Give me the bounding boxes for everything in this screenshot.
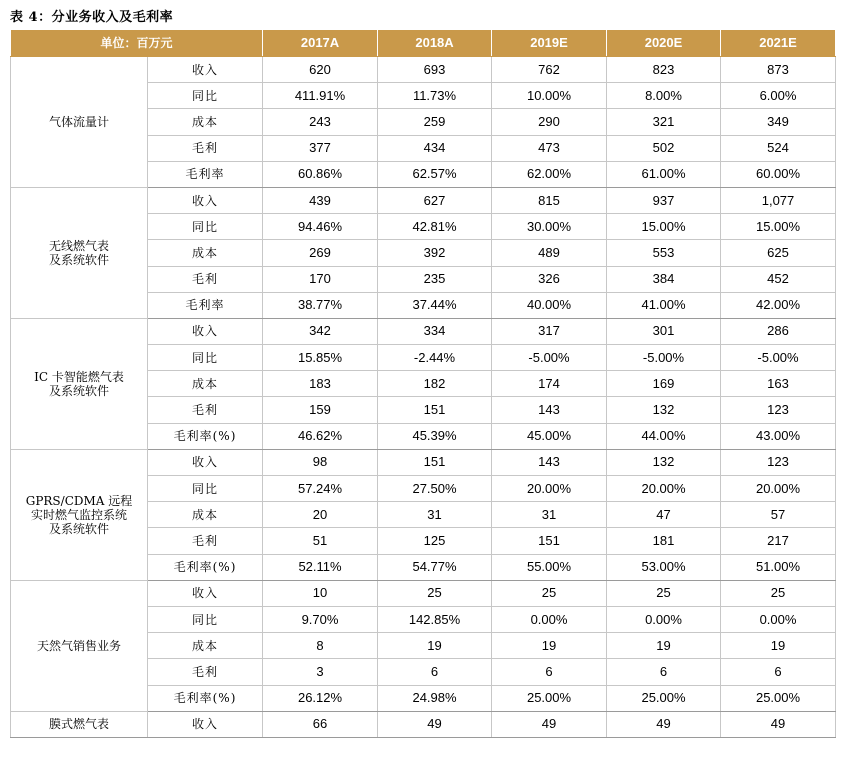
value-cell: 60.86% bbox=[263, 161, 378, 187]
metric-label: 同比 bbox=[148, 345, 263, 371]
value-cell: 15.85% bbox=[263, 345, 378, 371]
value-cell: 123 bbox=[721, 397, 836, 423]
value-cell: 326 bbox=[492, 266, 607, 292]
value-cell: 174 bbox=[492, 371, 607, 397]
value-cell: 873 bbox=[721, 57, 836, 83]
value-cell: 182 bbox=[378, 371, 492, 397]
year-header: 2017A bbox=[263, 30, 378, 57]
metric-label: 成本 bbox=[148, 371, 263, 397]
value-cell: 62.57% bbox=[378, 161, 492, 187]
value-cell: 502 bbox=[607, 135, 721, 161]
value-cell: 25.00% bbox=[607, 685, 721, 711]
value-cell: 20.00% bbox=[492, 476, 607, 502]
metric-label: 收入 bbox=[148, 318, 263, 344]
value-cell: 53.00% bbox=[607, 554, 721, 580]
value-cell: 42.00% bbox=[721, 292, 836, 318]
metric-label: 毛利 bbox=[148, 528, 263, 554]
value-cell: 19 bbox=[721, 633, 836, 659]
value-cell: 49 bbox=[721, 711, 836, 737]
value-cell: 24.98% bbox=[378, 685, 492, 711]
value-cell: 30.00% bbox=[492, 214, 607, 240]
value-cell: 6 bbox=[607, 659, 721, 685]
table-row bbox=[11, 318, 836, 344]
value-cell: 9.70% bbox=[263, 606, 378, 632]
value-cell: 349 bbox=[721, 109, 836, 135]
value-cell: 45.39% bbox=[378, 423, 492, 449]
value-cell: 6 bbox=[378, 659, 492, 685]
value-cell: 1,077 bbox=[721, 187, 836, 213]
value-cell: 61.00% bbox=[607, 161, 721, 187]
value-cell: 38.77% bbox=[263, 292, 378, 318]
metric-label: 毛利 bbox=[148, 266, 263, 292]
value-cell: 151 bbox=[378, 449, 492, 475]
segment-name-line: 天然气销售业务 bbox=[36, 638, 121, 653]
metric-label: 收入 bbox=[148, 580, 263, 606]
value-cell: 94.46% bbox=[263, 214, 378, 240]
value-cell: 46.62% bbox=[263, 423, 378, 449]
value-cell: 20.00% bbox=[721, 476, 836, 502]
value-cell: -5.00% bbox=[492, 345, 607, 371]
segment-name-line: 实时燃气监控系统 bbox=[30, 507, 127, 522]
metric-label: 毛利率(%) bbox=[148, 685, 263, 711]
value-cell: 55.00% bbox=[492, 554, 607, 580]
metric-label: 毛利 bbox=[148, 397, 263, 423]
metric-label: 成本 bbox=[148, 240, 263, 266]
metric-label: 成本 bbox=[148, 502, 263, 528]
value-cell: 169 bbox=[607, 371, 721, 397]
value-cell: 20 bbox=[263, 502, 378, 528]
segment-name-line: GPRS/CDMA 远程 bbox=[25, 493, 133, 508]
value-cell: 269 bbox=[263, 240, 378, 266]
table-row bbox=[11, 57, 836, 83]
segment-name-line: 无线燃气表 bbox=[48, 238, 109, 253]
value-cell: 170 bbox=[263, 266, 378, 292]
value-cell: 26.12% bbox=[263, 685, 378, 711]
value-cell: 377 bbox=[263, 135, 378, 161]
value-cell: 43.00% bbox=[721, 423, 836, 449]
value-cell: 489 bbox=[492, 240, 607, 266]
value-cell: 434 bbox=[378, 135, 492, 161]
value-cell: 51 bbox=[263, 528, 378, 554]
value-cell: 98 bbox=[263, 449, 378, 475]
metric-label: 同比 bbox=[148, 214, 263, 240]
value-cell: 62.00% bbox=[492, 161, 607, 187]
value-cell: 524 bbox=[721, 135, 836, 161]
value-cell: 473 bbox=[492, 135, 607, 161]
value-cell: 342 bbox=[263, 318, 378, 344]
value-cell: 286 bbox=[721, 318, 836, 344]
metric-label: 毛利 bbox=[148, 135, 263, 161]
value-cell: 620 bbox=[263, 57, 378, 83]
value-cell: 11.73% bbox=[378, 83, 492, 109]
value-cell: 217 bbox=[721, 528, 836, 554]
value-cell: 49 bbox=[378, 711, 492, 737]
value-cell: -5.00% bbox=[721, 345, 836, 371]
value-cell: 411.91% bbox=[263, 83, 378, 109]
metric-label: 成本 bbox=[148, 633, 263, 659]
value-cell: 19 bbox=[492, 633, 607, 659]
value-cell: 384 bbox=[607, 266, 721, 292]
header-row bbox=[11, 30, 836, 57]
table-body bbox=[11, 57, 836, 738]
value-cell: 301 bbox=[607, 318, 721, 344]
year-header: 2019E bbox=[492, 30, 607, 57]
metric-label: 成本 bbox=[148, 109, 263, 135]
value-cell: 52.11% bbox=[263, 554, 378, 580]
metric-label: 同比 bbox=[148, 606, 263, 632]
value-cell: 0.00% bbox=[492, 606, 607, 632]
segment-revenue-table bbox=[10, 29, 836, 738]
value-cell: 31 bbox=[492, 502, 607, 528]
value-cell: 392 bbox=[378, 240, 492, 266]
segment-name-line: 及系统软件 bbox=[48, 383, 109, 398]
value-cell: 823 bbox=[607, 57, 721, 83]
value-cell: 66 bbox=[263, 711, 378, 737]
value-cell: 553 bbox=[607, 240, 721, 266]
metric-label: 收入 bbox=[148, 57, 263, 83]
value-cell: 143 bbox=[492, 397, 607, 423]
metric-label: 同比 bbox=[148, 83, 263, 109]
segment-name-line: IC 卡智能燃气表 bbox=[34, 369, 124, 384]
table-row bbox=[11, 711, 836, 737]
value-cell: 31 bbox=[378, 502, 492, 528]
value-cell: 151 bbox=[378, 397, 492, 423]
value-cell: 259 bbox=[378, 109, 492, 135]
segment-name-cell bbox=[11, 449, 148, 580]
value-cell: 25 bbox=[721, 580, 836, 606]
value-cell: 937 bbox=[607, 187, 721, 213]
value-cell: 42.81% bbox=[378, 214, 492, 240]
metric-label: 同比 bbox=[148, 476, 263, 502]
metric-label: 收入 bbox=[148, 187, 263, 213]
segment-name-cell bbox=[11, 318, 148, 449]
value-cell: 15.00% bbox=[607, 214, 721, 240]
year-header: 2020E bbox=[607, 30, 721, 57]
unit-header: 单位：百万元 bbox=[11, 30, 263, 57]
value-cell: 321 bbox=[607, 109, 721, 135]
value-cell: 625 bbox=[721, 240, 836, 266]
value-cell: 25.00% bbox=[492, 685, 607, 711]
value-cell: 49 bbox=[492, 711, 607, 737]
value-cell: -5.00% bbox=[607, 345, 721, 371]
value-cell: 452 bbox=[721, 266, 836, 292]
value-cell: 10 bbox=[263, 580, 378, 606]
value-cell: 51.00% bbox=[721, 554, 836, 580]
value-cell: 0.00% bbox=[607, 606, 721, 632]
value-cell: 20.00% bbox=[607, 476, 721, 502]
value-cell: 6 bbox=[721, 659, 836, 685]
table-row bbox=[11, 187, 836, 213]
value-cell: 317 bbox=[492, 318, 607, 344]
value-cell: 183 bbox=[263, 371, 378, 397]
metric-label: 毛利率 bbox=[148, 161, 263, 187]
value-cell: 19 bbox=[607, 633, 721, 659]
year-header: 2018A bbox=[378, 30, 492, 57]
value-cell: 57 bbox=[721, 502, 836, 528]
value-cell: 6.00% bbox=[721, 83, 836, 109]
value-cell: 159 bbox=[263, 397, 378, 423]
value-cell: 25 bbox=[378, 580, 492, 606]
value-cell: 47 bbox=[607, 502, 721, 528]
value-cell: 25.00% bbox=[721, 685, 836, 711]
segment-name-line: 膜式燃气表 bbox=[48, 717, 109, 732]
value-cell: 334 bbox=[378, 318, 492, 344]
value-cell: 45.00% bbox=[492, 423, 607, 449]
value-cell: 57.24% bbox=[263, 476, 378, 502]
value-cell: 693 bbox=[378, 57, 492, 83]
value-cell: 40.00% bbox=[492, 292, 607, 318]
segment-name-cell bbox=[11, 580, 148, 711]
segment-name-line: 及系统软件 bbox=[48, 521, 109, 536]
value-cell: 6 bbox=[492, 659, 607, 685]
value-cell: 290 bbox=[492, 109, 607, 135]
segment-name-cell bbox=[11, 187, 148, 318]
value-cell: 60.00% bbox=[721, 161, 836, 187]
value-cell: 54.77% bbox=[378, 554, 492, 580]
segment-name-line: 气体流量计 bbox=[48, 114, 109, 129]
value-cell: 41.00% bbox=[607, 292, 721, 318]
segment-name-cell bbox=[11, 711, 148, 737]
table-row bbox=[11, 449, 836, 475]
year-header: 2021E bbox=[721, 30, 836, 57]
value-cell: 49 bbox=[607, 711, 721, 737]
value-cell: 8 bbox=[263, 633, 378, 659]
value-cell: 627 bbox=[378, 187, 492, 213]
metric-label: 毛利率(%) bbox=[148, 554, 263, 580]
value-cell: -2.44% bbox=[378, 345, 492, 371]
value-cell: 243 bbox=[263, 109, 378, 135]
value-cell: 439 bbox=[263, 187, 378, 213]
value-cell: 151 bbox=[492, 528, 607, 554]
table-row bbox=[11, 580, 836, 606]
value-cell: 15.00% bbox=[721, 214, 836, 240]
metric-label: 毛利 bbox=[148, 659, 263, 685]
segment-name-cell bbox=[11, 57, 148, 188]
value-cell: 163 bbox=[721, 371, 836, 397]
metric-label: 收入 bbox=[148, 449, 263, 475]
metric-label: 毛利率(%) bbox=[148, 423, 263, 449]
value-cell: 25 bbox=[492, 580, 607, 606]
value-cell: 125 bbox=[378, 528, 492, 554]
table-title: 表 4：分业务收入及毛利率 bbox=[10, 10, 174, 25]
value-cell: 181 bbox=[607, 528, 721, 554]
value-cell: 123 bbox=[721, 449, 836, 475]
metric-label: 收入 bbox=[148, 711, 263, 737]
value-cell: 0.00% bbox=[721, 606, 836, 632]
value-cell: 25 bbox=[607, 580, 721, 606]
value-cell: 132 bbox=[607, 397, 721, 423]
value-cell: 37.44% bbox=[378, 292, 492, 318]
value-cell: 143 bbox=[492, 449, 607, 475]
value-cell: 27.50% bbox=[378, 476, 492, 502]
segment-name-line: 及系统软件 bbox=[48, 252, 109, 267]
value-cell: 8.00% bbox=[607, 83, 721, 109]
value-cell: 44.00% bbox=[607, 423, 721, 449]
value-cell: 142.85% bbox=[378, 606, 492, 632]
value-cell: 815 bbox=[492, 187, 607, 213]
value-cell: 10.00% bbox=[492, 83, 607, 109]
value-cell: 3 bbox=[263, 659, 378, 685]
value-cell: 235 bbox=[378, 266, 492, 292]
metric-label: 毛利率 bbox=[148, 292, 263, 318]
value-cell: 762 bbox=[492, 57, 607, 83]
value-cell: 132 bbox=[607, 449, 721, 475]
value-cell: 19 bbox=[378, 633, 492, 659]
